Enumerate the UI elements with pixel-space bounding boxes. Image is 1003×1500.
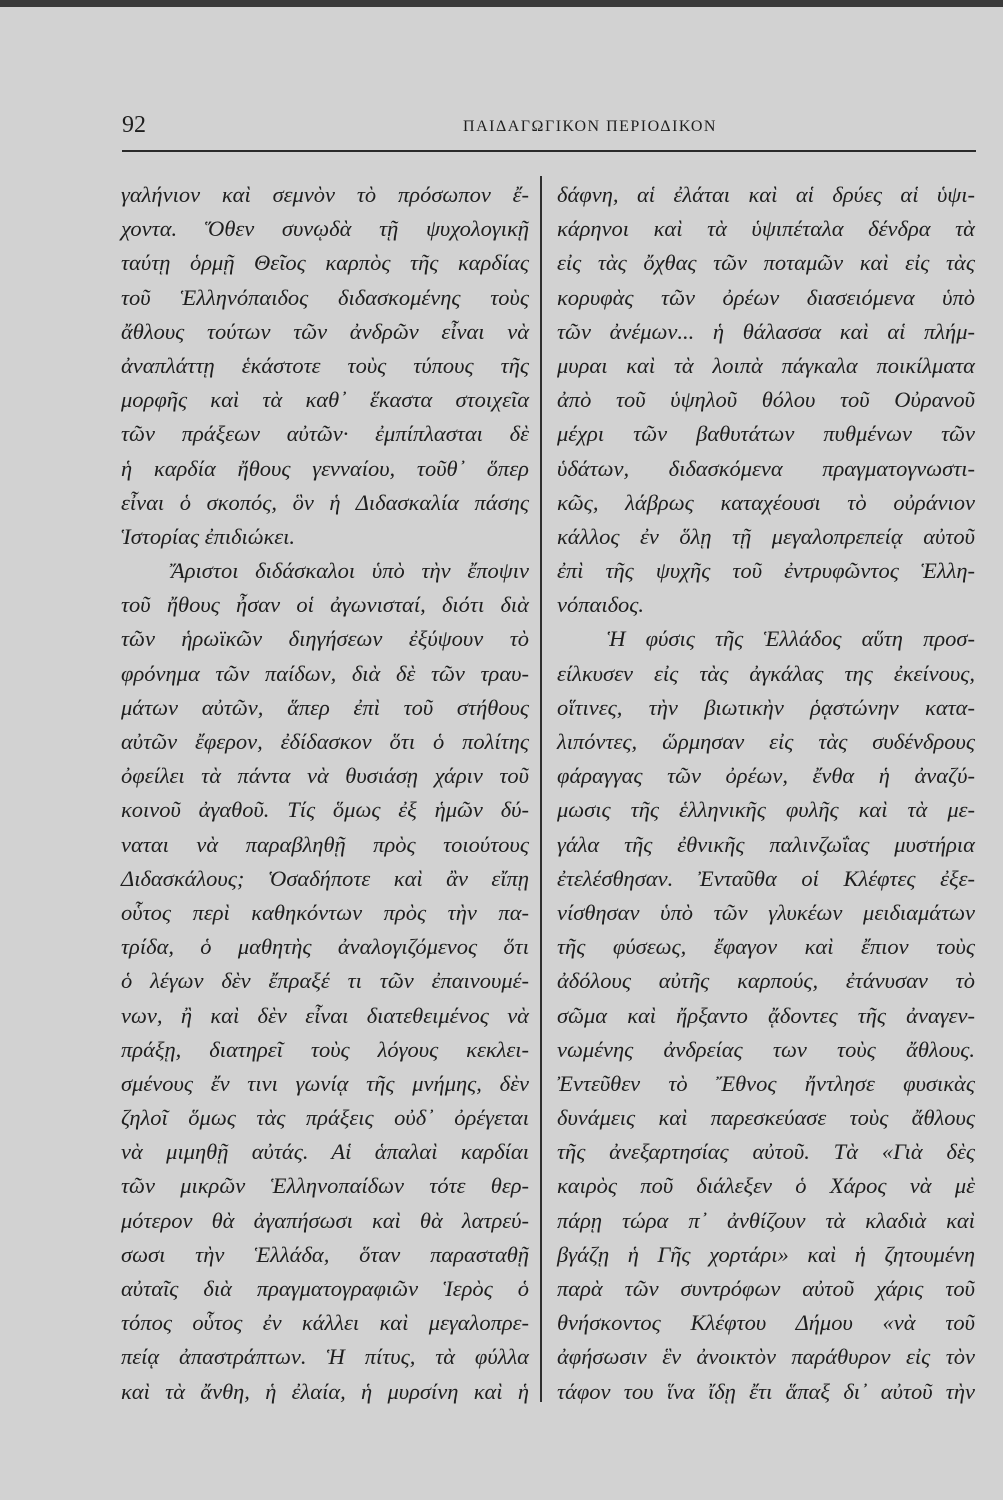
text-line: φάραγγας τῶν ὀρέων, ἔνθα ἡ ἀναζύ-: [557, 763, 975, 789]
text-line: ζηλοῖ ὅμως τὰς πράξεις οὐδ᾽ ὀρέγεται: [121, 1105, 529, 1131]
text-line: ἡ καρδία ἤθους γενναίου, τοῦθ᾽ ὅπερ: [121, 455, 529, 481]
text-line: πράξῃ, διατηρεῖ τοὺς λόγους κεκλει-: [121, 1036, 529, 1062]
text-line: φρόνημα τῶν παίδων, διὰ δὲ τῶν τραυ-: [121, 660, 529, 686]
text-line: νων, ἢ καὶ δὲν εἶναι διατεθειμένος νὰ: [121, 1002, 529, 1028]
page-number: 92: [122, 112, 146, 138]
text-line: μωσις τῆς ἑλληνικῆς φυλῆς καὶ τὰ με-: [557, 797, 975, 823]
text-line: εἰς τὰς ὄχθας τῶν ποταμῶν καὶ εἰς τὰς: [557, 250, 975, 276]
text-line: πάρῃ τώρα π᾽ ἀνθίζουν τὰ κλαδιὰ καὶ: [557, 1207, 975, 1233]
text-line: δάφνη, αἱ ἐλάται καὶ αἱ δρύες αἱ ὑψι-: [557, 182, 975, 207]
text-line: παρὰ τῶν συντρόφων αὐτοῦ χάρις τοῦ: [557, 1276, 975, 1301]
text-line: καὶ τὰ ἄνθη, ἡ ἐλαία, ἡ μυρσίνη καὶ ἡ: [121, 1378, 529, 1404]
text-line: Ἄριστοι διδάσκαλοι ὑπὸ τὴν ἔποψιν: [171, 558, 529, 584]
text-line: νίσθησαν ὑπὸ τῶν γλυκέων μειδιαμάτων: [557, 899, 975, 925]
text-line: κορυφὰς τῶν ὀρέων διασειόμενα ὑπὸ: [557, 284, 975, 310]
text-line: τρίδα, ὁ μαθητὴς ἀναλογιζόμενος ὅτι: [121, 934, 529, 960]
text-line: τῶν ἀνέμων... ἡ θάλασσα καὶ αἱ πλήμ-: [557, 318, 975, 344]
text-line: ἀναπλάττῃ ἑκάστοτε τοὺς τύπους τῆς: [121, 352, 529, 378]
text-line: εἶναι ὁ σκοπός, ὃν ἡ Διδασκαλία πάσης: [121, 489, 529, 515]
text-line: ὁ λέγων δὲν ἔπραξέ τι τῶν ἐπαινουμέ-: [121, 968, 529, 994]
text-line: θνήσκοντος Κλέφτου Δήμου «νὰ τοῦ: [557, 1310, 975, 1336]
text-line: καιρὸς ποῦ διάλεξεν ὁ Χάρος νὰ μὲ: [557, 1173, 975, 1199]
text-line: ἀπὸ τοῦ ὑψηλοῦ θόλου τοῦ Οὐρανοῦ: [557, 387, 975, 413]
text-line: Ἡ φύσις τῆς Ἑλλάδος αὕτη προσ-: [607, 626, 975, 652]
right-column: [557, 178, 975, 1409]
text-line: ὑδάτων, διδασκόμενα πραγματογνωστι-: [557, 455, 975, 481]
text-line: ἐτελέσθησαν. Ἐνταῦθα οἱ Κλέφτες ἐξε-: [557, 865, 975, 891]
text-line: σμένους ἔν τινι γωνίᾳ τῆς μνήμης, δὲν: [121, 1070, 529, 1096]
text-line: σῶμα καὶ ἤρξαντο ᾄδοντες τῆς ἀναγεν-: [557, 1002, 975, 1028]
text-line: τοῦ Ἑλληνόπαιδος διδασκομένης τοὺς: [121, 284, 529, 310]
left-column: [121, 178, 529, 1409]
text-line: ναται νὰ παραβληθῇ πρὸς τοιούτους: [121, 831, 529, 857]
text-line: μέχρι τῶν βαθυτάτων πυθμένων τῶν: [557, 421, 975, 447]
text-line: τῆς φύσεως, ἔφαγον καὶ ἔπιον τοὺς: [557, 934, 975, 960]
text-line: οὗτος περὶ καθηκόντων πρὸς τὴν πα-: [121, 899, 529, 925]
text-line: τόπος οὗτος ἐν κάλλει καὶ μεγαλοπρε-: [121, 1310, 529, 1336]
column-divider: [540, 176, 542, 1402]
text-line: τάφον του ἵνα ἴδῃ ἔτι ἅπαξ δι᾽ αὐτοῦ τὴν: [557, 1378, 975, 1404]
text-line: τῶν ἡρωϊκῶν διηγήσεων ἐξύψουν τὸ: [121, 626, 529, 652]
text-line: τῆς ἀνεξαρτησίας αὐτοῦ. Τὰ «Γιὰ δὲς: [557, 1139, 975, 1165]
text-line: σωσι τὴν Ἑλλάδα, ὅταν παρασταθῇ: [121, 1241, 529, 1267]
text-line: ἀδόλους αὐτῆς καρπούς, ἐτάνυσαν τὸ: [557, 968, 975, 994]
text-line: τῶν πράξεων αὐτῶν· ἐμπίπλασται δὲ: [121, 421, 529, 447]
text-line: μορφῆς καὶ τὰ καθ᾽ ἕκαστα στοιχεῖα: [121, 387, 529, 413]
text-line: Ἱστορίας ἐπιδιώκει.: [121, 523, 296, 549]
running-title: ΠΑΙΔΑΓΩΓΙΚΟΝ ΠΕΡΙΟΔΙΚΟΝ: [463, 118, 717, 135]
scan-border: [0, 0, 1003, 7]
text-line: δυνάμεις καὶ παρεσκεύασε τοὺς ἄθλους: [557, 1105, 975, 1131]
header-rule: [122, 150, 976, 152]
text-line: μάτων αὐτῶν, ἅπερ ἐπὶ τοῦ στήθους: [121, 694, 529, 720]
text-line: τῶν μικρῶν Ἑλληνοπαίδων τότε θερ-: [121, 1173, 529, 1199]
text-line: ἀφήσωσιν ἓν ἀνοικτὸν παράθυρον εἰς τὸν: [557, 1344, 975, 1370]
text-line: κάρηνοι καὶ τὰ ὑψιπέταλα δένδρα τὰ: [557, 216, 975, 242]
text-line: είλκυσεν εἰς τὰς ἀγκάλας της ἐκείνους,: [557, 660, 975, 686]
text-line: αὐτῶν ἔφερον, ἐδίδασκον ὅτι ὁ πολίτης: [121, 729, 529, 754]
text-line: ταύτῃ ὁρμῇ Θεῖος καρπὸς τῆς καρδίας: [121, 250, 529, 276]
text-line: βγάζῃ ἡ Γῆς χορτάρι» καὶ ἡ ζητουμένη: [557, 1241, 975, 1267]
text-line: νωμένης ἀνδρείας των τοὺς ἄθλους.: [557, 1036, 975, 1062]
text-line: κοινοῦ ἀγαθοῦ. Τίς ὅμως ἐξ ἡμῶν δύ-: [121, 797, 529, 823]
text-line: τοῦ ἤθους ἦσαν οἱ ἀγωνισταί, διότι διὰ: [121, 592, 529, 618]
text-line: ὀφείλει τὰ πάντα νὰ θυσιάσῃ χάριν τοῦ: [121, 763, 529, 789]
text-line: μυραι καὶ τὰ λοιπὰ πάγκαλα ποικίλματα: [557, 352, 975, 378]
text-line: πείᾳ ἀπαστράπτων. Ἡ πίτυς, τὰ φύλλα: [121, 1344, 529, 1370]
text-line: κῶς, λάβρως καταχέουσι τὸ οὐράνιον: [557, 489, 975, 515]
text-line: οἵτινες, τὴν βιωτικὴν ῥᾳστώνην κατα-: [557, 694, 975, 720]
text-line: Ἐντεῦθεν τὸ Ἔθνος ἤντλησε φυσικὰς: [557, 1070, 975, 1096]
text-line: λιπόντες, ὥρμησαν εἰς τὰς συδένδρους: [557, 729, 975, 754]
text-line: γάλα τῆς ἐθνικῆς παλινζωΐας μυστήρια: [557, 831, 975, 857]
text-line: μότερον θὰ ἀγαπήσωσι καὶ θὰ λατρεύ-: [121, 1207, 529, 1233]
text-line: νόπαιδος.: [557, 592, 645, 618]
text-line: χοντα. Ὅθεν συνῳδὰ τῇ ψυχολογικῇ: [121, 216, 529, 242]
text-line: κάλλος ἐν ὅλῃ τῇ μεγαλοπρεπείᾳ αὐτοῦ: [557, 523, 975, 549]
text-line: αὐταῖς διὰ πραγματογραφιῶν Ἱερὸς ὁ: [121, 1276, 529, 1301]
text-line: ἄθλους τούτων τῶν ἀνδρῶν εἶναι νὰ: [121, 318, 529, 344]
text-line: γαλήνιον καὶ σεμνὸν τὸ πρόσωπον ἔ-: [121, 182, 529, 207]
text-line: ἐπὶ τῆς ψυχῆς τοῦ ἐντρυφῶντος Ἑλλη-: [557, 558, 975, 584]
text-line: Διδασκάλους; Ὁσαδήποτε καὶ ἂν εἴπῃ: [121, 865, 529, 891]
text-line: νὰ μιμηθῇ αὐτάς. Αἱ ἁπαλαὶ καρδίαι: [121, 1139, 529, 1165]
